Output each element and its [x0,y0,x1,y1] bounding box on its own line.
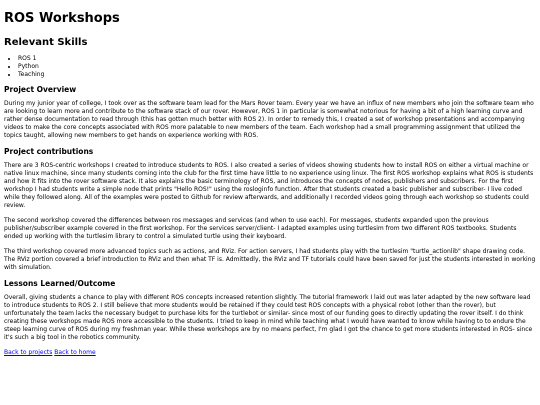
contributions-paragraph-2: The second workshop covered the differences between ros messages and services (and when to use each). For messages, students expanded upon the previous publisher/subscriber example covered in the first workshop. For the services server/client- I adapted examples using turtlesim from two different ROS textbooks. Students ended up working with the turtlesim library to control a simulated turtle using their keyboard. [4,217,517,240]
lessons-heading: Lessons Learned/Outcome [4,279,116,288]
lessons-paragraph: Overall, giving students a chance to play with different ROS concepts increased retention slightly. The tutorial framework I laid out was later adapted by the new software lead to introduce students to ROS 2. I still believe that more students would be retained if they could test ROS concepts with a physical robot (other than the rover), but unfortunately the team lacks the necessary budget to purchase kits for the turtlebot or similar- since most of our funding goes to directly updating the rover itself. I do think creating these workshops made ROS more accessible to the students. I tried to keep in mind while teaching what I would have wanted to know while having to to endure the steep learning curve of ROS during my freshman year. While these workshops are by no means perfect, I'm glad I got the chance to get more students interested in ROS- since it's such a big tool in the robotics community. [4,294,533,341]
back-to-home-link[interactable]: Back to home [54,349,96,356]
back-to-projects-link[interactable]: Back to projects [4,349,53,356]
skill-item: • Teaching [18,71,536,79]
skills-list [4,55,536,79]
overview-heading: Project Overview [4,85,77,94]
nav-links [4,349,536,357]
page-title: ROS Workshops [4,11,120,26]
skill-item: • Python [18,63,536,71]
overview-paragraph: During my junior year of college, I took over as the software team lead for the Mars Rover team. Every year we have an influx of new members who join the software team who are looking to learn more and contribute to the software stack of our rover. However, ROS 1 in particular is somewhat notorious for having a bit of a high learning curve and rather dense documentation to read through (this has gotten much better with ROS 2). In order to remedy this, I created a set of workshop presentations and accompanying videos to make the core concepts associated with ROS more palatable to new members of the team. Each workshop had a small programming assignment that utilized the topics taught, allowing new members to get hands on experience working with ROS. [4,100,534,139]
contributions-paragraph-3: The third workshop covered more advanced topics such as actions, and RViz. For action servers, I had students play with the turtlesim "turtle_actionlib" shape drawing code. The RViz portion covered a brief introduction to RViz and then what TF is. Admittedly, the RViz and TF tutorials could have been saved for just the students interested in working with simulation. [4,248,536,271]
contributions-heading: Project contributions [4,147,94,156]
contributions-paragraph-1: There are 3 ROS-centric workshops I created to introduce students to ROS. I also created a series of videos showing students how to install ROS on either a virtual machine or native linux machine, since many students coming into the club for the first time have little to no experience using linux. The first ROS workshop explains what ROS is students and how it fits into the rover software stack. It also explains the basic terminology of ROS, and introduces the concepts of nodes, publishers and subscribers. For the first workshop I had students write a simple node that prints "Hello ROS!" using the rosloginfo function. After that students created a basic publisher and subscriber- I live coded while they followed along. All of the examples were posted to Github for review afterwards, and additionally I recorded videos going through each workshop so students could review. [4,162,534,209]
skills-heading: Relevant Skills [4,37,88,48]
skill-item: • ROS 1 [18,55,536,63]
